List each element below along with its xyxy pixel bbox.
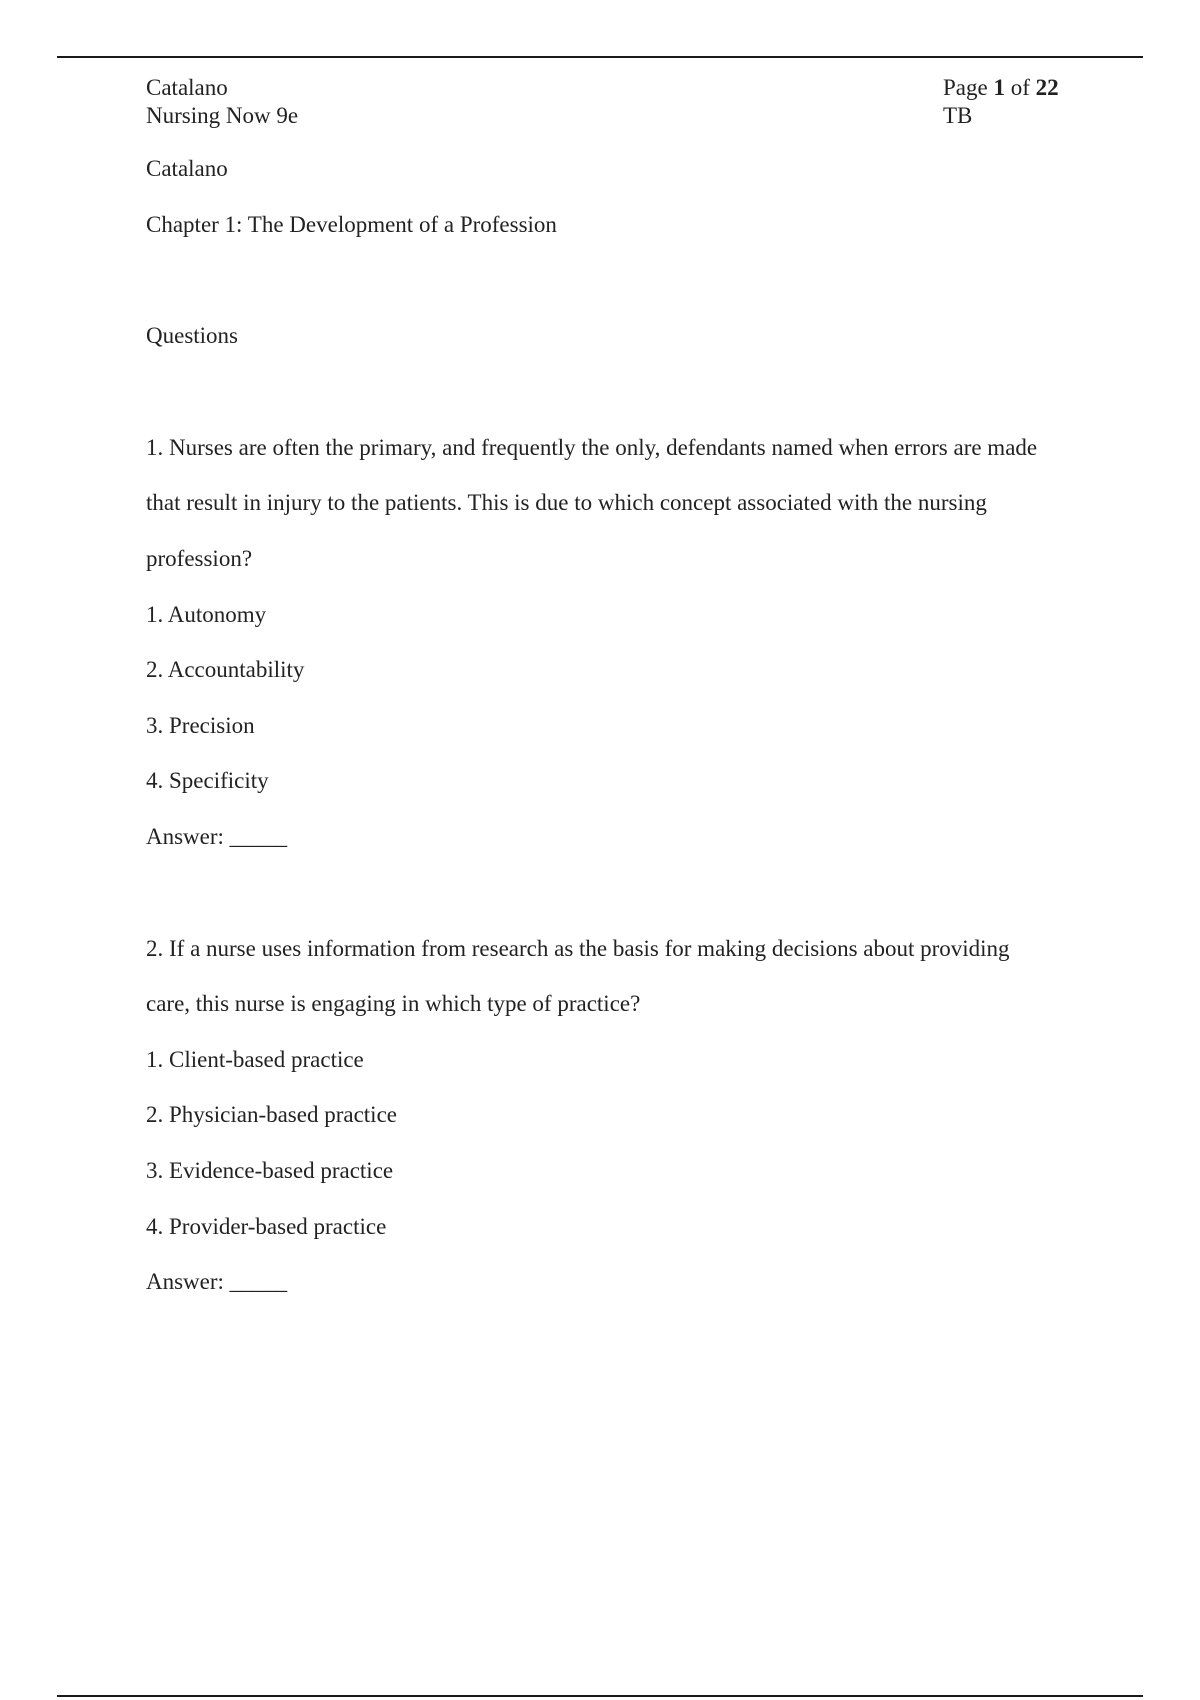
page-indicator — [943, 74, 1059, 102]
questions-heading: Questions — [146, 323, 238, 349]
answer-option: 4. Provider-based practice — [146, 1213, 387, 1239]
answer-option: 2. Physician-based practice — [146, 1102, 397, 1128]
answer-blank: Answer: _____ — [146, 1269, 288, 1295]
spacer — [146, 265, 1106, 321]
answer-option: 3. Precision — [146, 712, 255, 738]
question-stem-line: that result in injury to the patients. This is due to which concept associated with the nursing — [146, 490, 987, 516]
spacer — [146, 377, 1106, 433]
document-type: TB — [943, 103, 973, 128]
header-right — [943, 74, 1059, 130]
question-stem-line: 2. If a nurse uses information from research as the basis for making decisions about providing — [146, 935, 1010, 961]
page-of: of — [1010, 75, 1030, 100]
answer-option: 4. Specificity — [146, 768, 269, 794]
question-stem-line: 1. Nurses are often the primary, and frequently the only, defendants named when errors are made — [146, 434, 1038, 460]
question-stem-line: profession? — [146, 545, 253, 571]
answer-option: 1. Client-based practice — [146, 1046, 364, 1072]
answer-blank: Answer: _____ — [146, 823, 288, 849]
question-2 — [146, 934, 1106, 1323]
document-body — [146, 154, 1106, 1323]
answer-option: 3. Evidence-based practice — [146, 1157, 394, 1183]
header-book-title: Nursing Now 9e — [146, 103, 299, 128]
question-1 — [146, 433, 1106, 878]
header-author: Catalano — [146, 75, 228, 100]
spacer — [146, 878, 1106, 934]
page-word: Page — [943, 75, 988, 100]
body-author: Catalano — [146, 156, 228, 181]
bottom-rule — [57, 1695, 1143, 1697]
top-rule — [57, 56, 1143, 58]
answer-option: 1. Autonomy — [146, 601, 267, 627]
question-stem-line: care, this nurse is engaging in which type of practice? — [146, 991, 641, 1017]
chapter-title: Chapter 1: The Development of a Profession — [146, 211, 557, 237]
answer-option: 2. Accountability — [146, 657, 305, 683]
header-left — [146, 74, 298, 130]
page-total: 22 — [1035, 75, 1059, 100]
page-current: 1 — [993, 75, 1005, 100]
